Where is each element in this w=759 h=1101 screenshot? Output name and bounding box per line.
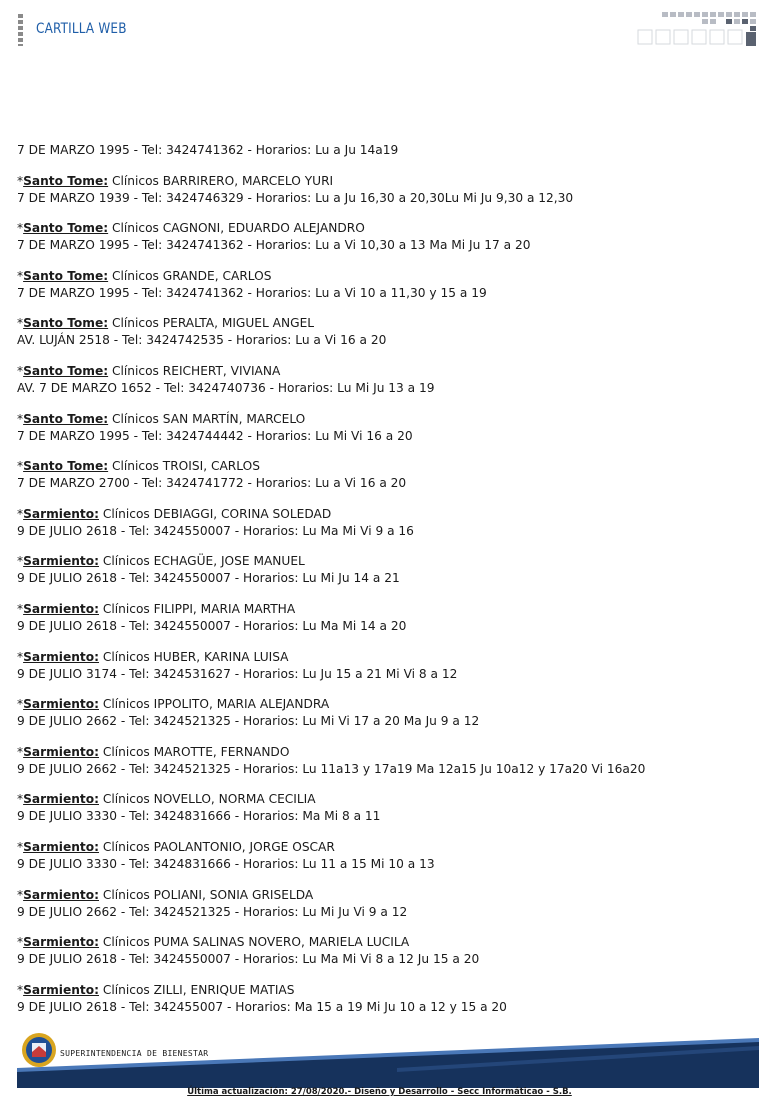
entry-address-line: 7 DE MARZO 1995 - Tel: 3424741362 - Horarios: Lu a Vi 10 a 11,30 y 15 a 19: [17, 285, 487, 300]
list-item: [17, 363, 747, 397]
entry-address-line: 7 DE MARZO 1995 - Tel: 3424744442 - Horarios: Lu Mi Vi 16 a 20: [17, 428, 413, 443]
entry-description: Clínicos CAGNONI, EDUARDO ALEJANDRO: [108, 221, 365, 236]
list-item: [17, 142, 747, 159]
entry-title-line: [17, 458, 747, 475]
entry-address-line: 7 DE MARZO 2700 - Tel: 3424741772 - Horarios: Lu a Vi 16 a 20: [17, 476, 407, 491]
entry-title-line: [17, 887, 747, 904]
entry-title-line: [17, 744, 747, 761]
entry-description: Clínicos TROISI, CARLOS: [108, 459, 260, 474]
entry-location: Santo Tome:: [23, 221, 109, 236]
entry-prefix: *: [17, 601, 24, 616]
entry-description: Clínicos DEBIAGGI, CORINA SOLEDAD: [99, 506, 332, 521]
entry-prefix: *: [17, 506, 24, 521]
entry-location: Sarmiento:: [23, 649, 99, 664]
entry-description: Clínicos NOVELLO, NORMA CECILIA: [99, 792, 316, 807]
entry-address-line: 7 DE MARZO 1939 - Tel: 3424746329 - Horarios: Lu a Ju 16,30 a 20,30Lu Mi Ju 9,30 a 12,30: [17, 190, 574, 205]
entry-prefix: *: [17, 459, 24, 474]
entry-location: Sarmiento:: [23, 554, 99, 569]
entry-description: Clínicos PERALTA, MIGUEL ANGEL: [108, 316, 315, 331]
list-item: [17, 268, 747, 302]
list-item: [17, 173, 747, 207]
entry-address-line: AV. 7 DE MARZO 1652 - Tel: 3424740736 - Horarios: Lu Mi Ju 13 a 19: [17, 380, 435, 395]
last-update-line: Última actualización: 27/08/2020.- Diseño y Desarrollo - Secc Informáticao - S.B.: [187, 1087, 572, 1097]
list-item: [17, 553, 747, 587]
list-item: [17, 220, 747, 254]
list-item: [17, 696, 747, 730]
entry-address-line: 9 DE JULIO 2662 - Tel: 3424521325 - Horarios: Lu 11a13 y 17a19 Ma 12a15 Ju 10a12 y 17a20 Vi 16a20: [17, 761, 646, 776]
list-item: [17, 887, 747, 921]
list-item: [17, 458, 747, 492]
entry-location: Sarmiento:: [23, 839, 99, 854]
list-item: [17, 744, 747, 778]
header-pixel-pattern-icon: [634, 10, 759, 50]
entry-address-line: 9 DE JULIO 3330 - Tel: 3424831666 - Horarios: Ma Mi 8 a 11: [17, 809, 381, 824]
entry-location: Sarmiento:: [23, 887, 99, 902]
entry-location: Santo Tome:: [23, 459, 109, 474]
entry-title-line: [17, 553, 747, 570]
entry-description: Clínicos ZILLI, ENRIQUE MATIAS: [99, 982, 295, 997]
entry-prefix: *: [17, 554, 24, 569]
entry-address-line: 9 DE JULIO 2662 - Tel: 3424521325 - Horarios: Lu Mi Vi 17 a 20 Ma Ju 9 a 12: [17, 714, 480, 729]
entry-title-line: [17, 791, 747, 808]
entry-description: Clínicos REICHERT, VIVIANA: [108, 363, 281, 378]
entry-description: Clínicos POLIANI, SONIA GRISELDA: [99, 887, 314, 902]
entry-prefix: *: [17, 173, 24, 188]
list-item: [17, 934, 747, 968]
entry-prefix: *: [17, 839, 24, 854]
entry-address-line: 9 DE JULIO 2618 - Tel: 3424550007 - Horarios: Lu Ma Mi Vi 9 a 16: [17, 523, 414, 538]
list-item: [17, 411, 747, 445]
list-item: [17, 791, 747, 825]
entry-address-line: 9 DE JULIO 3330 - Tel: 3424831666 - Horarios: Lu 11 a 15 Mi 10 a 13: [17, 856, 435, 871]
entry-title-line: [17, 696, 747, 713]
entry-prefix: *: [17, 268, 24, 283]
entry-title-line: [17, 173, 747, 190]
entry-prefix: *: [17, 982, 24, 997]
entry-prefix: *: [17, 649, 24, 664]
entry-description: Clínicos PUMA SALINAS NOVERO, MARIELA LUCILA: [99, 935, 410, 950]
entry-location: Sarmiento:: [23, 601, 99, 616]
entry-title-line: [17, 982, 747, 999]
entry-address-line: 9 DE JULIO 2618 - Tel: 3424550007 - Horarios: Lu Ma Mi 14 a 20: [17, 618, 407, 633]
entry-description: Clínicos IPPOLITO, MARIA ALEJANDRA: [99, 697, 330, 712]
entry-description: Clínicos SAN MARTÍN, MARCELO: [108, 411, 306, 426]
entry-location: Santo Tome:: [23, 411, 109, 426]
entry-title-line: [17, 839, 747, 856]
entry-title-line: [17, 649, 747, 666]
entry-description: Clínicos HUBER, KARINA LUISA: [99, 649, 289, 664]
list-item: [17, 315, 747, 349]
entry-address-line: 9 DE JULIO 2618 - Tel: 342455007 - Horarios: Ma 15 a 19 Mi Ju 10 a 12 y 15 a 20: [17, 999, 507, 1014]
entry-title-line: [17, 363, 747, 380]
page-title: CARTILLA WEB: [36, 21, 127, 37]
entry-description: Clínicos PAOLANTONIO, JORGE OSCAR: [99, 839, 335, 854]
entry-address-line: AV. LUJÁN 2518 - Tel: 3424742535 - Horarios: Lu a Vi 16 a 20: [17, 333, 387, 348]
directory-list: [17, 142, 747, 1029]
list-item: [17, 649, 747, 683]
entry-location: Santo Tome:: [23, 173, 109, 188]
entry-prefix: *: [17, 792, 24, 807]
footer-banner-icon: [17, 1028, 759, 1088]
entry-address-line: 7 DE MARZO 1995 - Tel: 3424741362 - Horarios: Lu a Vi 10,30 a 13 Ma Mi Ju 17 a 20: [17, 238, 531, 253]
entry-title-line: [17, 411, 747, 428]
entry-location: Santo Tome:: [23, 363, 109, 378]
entry-description: Clínicos FILIPPI, MARIA MARTHA: [99, 601, 296, 616]
list-item: [17, 601, 747, 635]
entry-location: Sarmiento:: [23, 506, 99, 521]
list-item: [17, 839, 747, 873]
entry-address-line: 9 DE JULIO 3174 - Tel: 3424531627 - Horarios: Lu Ju 15 a 21 Mi Vi 8 a 12: [17, 666, 458, 681]
entry-location: Sarmiento:: [23, 744, 99, 759]
entry-title-line: [17, 934, 747, 951]
entry-description: Clínicos MAROTTE, FERNANDO: [99, 744, 290, 759]
entry-address-line: 9 DE JULIO 2618 - Tel: 3424550007 - Horarios: Lu Ma Mi Vi 8 a 12 Ju 15 a 20: [17, 952, 480, 967]
entry-title-line: [17, 315, 747, 332]
entry-location: Sarmiento:: [23, 982, 99, 997]
entry-prefix: *: [17, 697, 24, 712]
entry-prefix: *: [17, 221, 24, 236]
entry-prefix: *: [17, 744, 24, 759]
entry-description: Clínicos GRANDE, CARLOS: [108, 268, 272, 283]
entry-title-line: [17, 601, 747, 618]
entry-location: Sarmiento:: [23, 792, 99, 807]
entry-location: Santo Tome:: [23, 268, 109, 283]
entry-location: Sarmiento:: [23, 935, 99, 950]
entry-location: Sarmiento:: [23, 697, 99, 712]
page-footer: [17, 1028, 759, 1088]
entry-address-line: 9 DE JULIO 2662 - Tel: 3424521325 - Horarios: Lu Mi Ju Vi 9 a 12: [17, 904, 408, 919]
entry-title-line: [17, 268, 747, 285]
entry-prefix: *: [17, 316, 24, 331]
header-bar-icon: [18, 14, 23, 46]
list-item: [17, 506, 747, 540]
entry-prefix: *: [17, 411, 24, 426]
entry-prefix: *: [17, 935, 24, 950]
entry-title-line: [17, 506, 747, 523]
entry-description: Clínicos ECHAGÜE, JOSE MANUEL: [99, 554, 305, 569]
entry-prefix: *: [17, 887, 24, 902]
organization-name: SUPERINTENDENCIA DE BIENESTAR: [60, 1049, 209, 1058]
entry-prefix: *: [17, 363, 24, 378]
institution-seal-icon: [21, 1032, 57, 1068]
entry-address-line: 7 DE MARZO 1995 - Tel: 3424741362 - Horarios: Lu a Ju 14a19: [17, 143, 399, 157]
page-header: [0, 0, 759, 60]
entry-location: Santo Tome:: [23, 316, 109, 331]
entry-description: Clínicos BARRIRERO, MARCELO YURI: [108, 173, 334, 188]
entry-title-line: [17, 220, 747, 237]
list-item: [17, 982, 747, 1016]
entry-address-line: 9 DE JULIO 2618 - Tel: 3424550007 - Horarios: Lu Mi Ju 14 a 21: [17, 571, 400, 586]
